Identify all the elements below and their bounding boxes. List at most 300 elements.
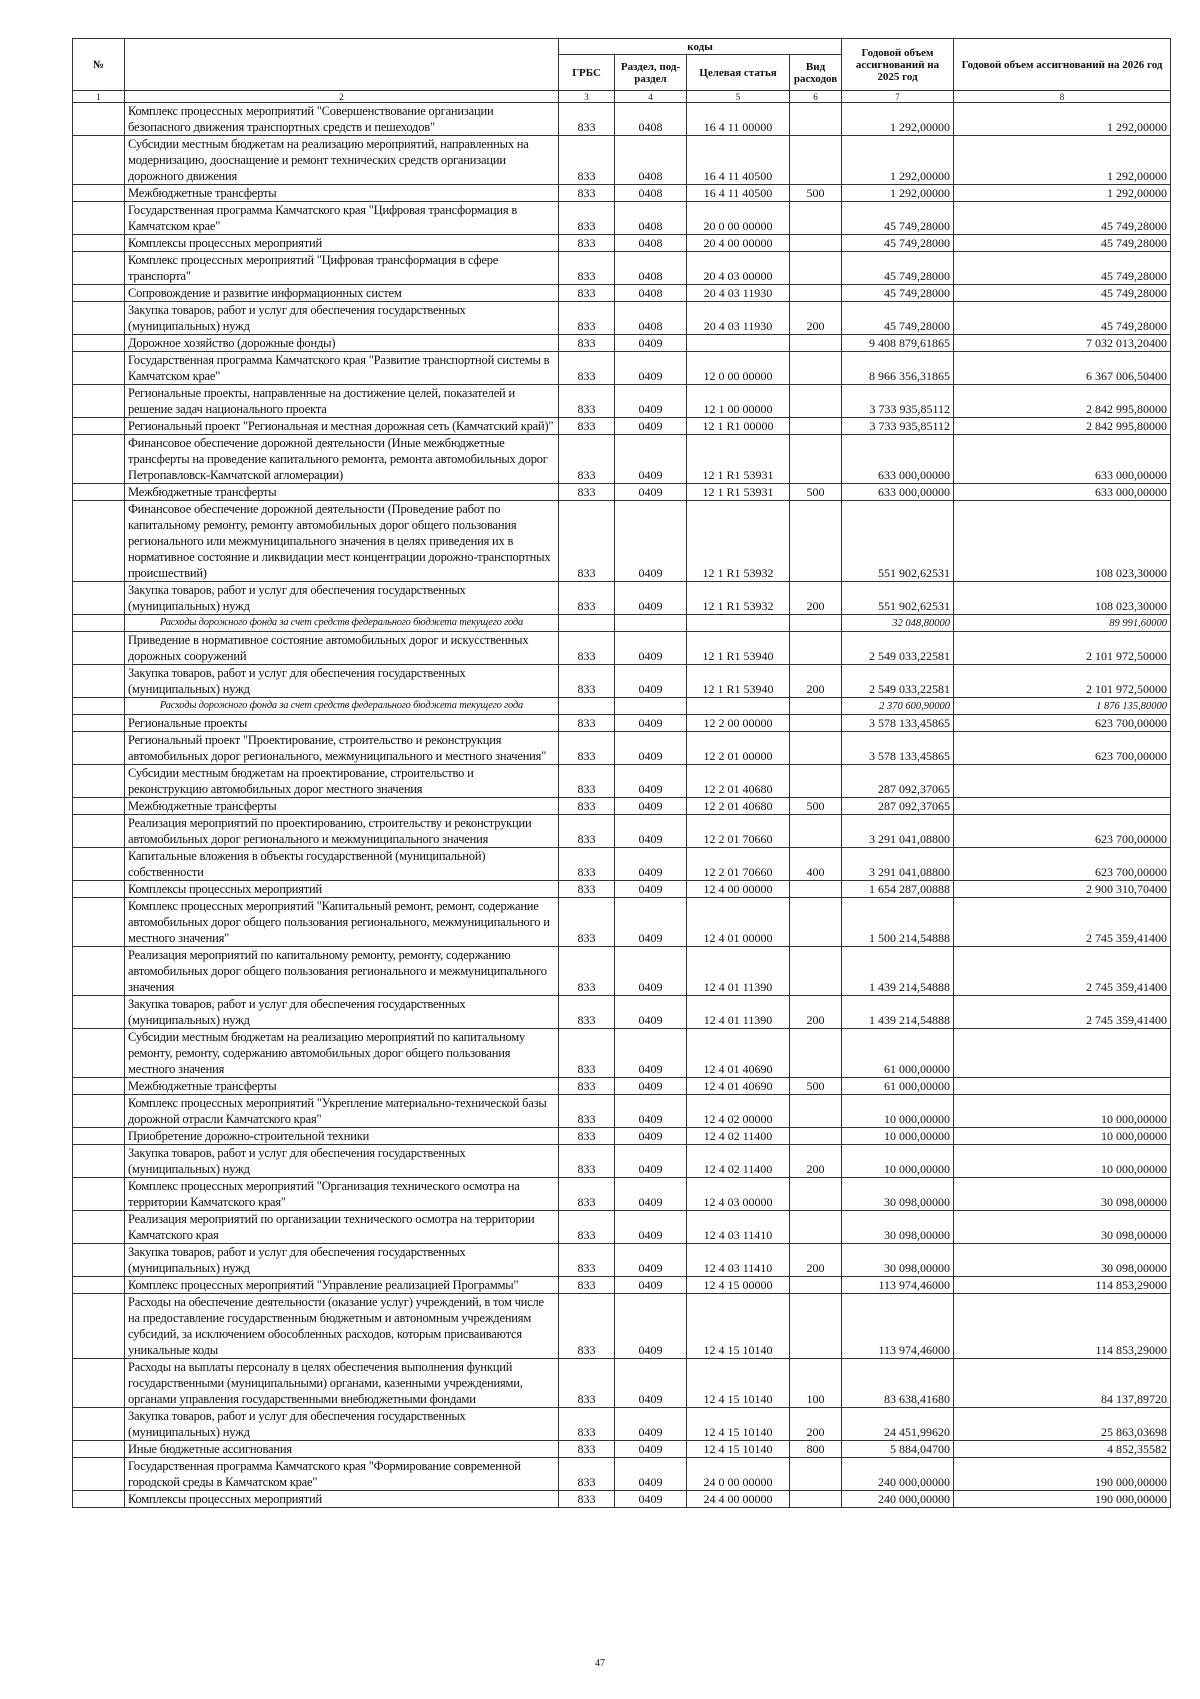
row-number-cell [73,1458,125,1491]
column-index: 5 [687,91,790,103]
row-amount-2025: 61 000,00000 [842,1078,954,1095]
column-index-row [73,91,1171,103]
row-number-cell [73,848,125,881]
row-number-cell [73,1491,125,1508]
table-row [73,484,1171,501]
row-name: Реализация мероприятий по проектированию, строительству и реконструкции автомобильных дорог регионального и межмуниципального значения [125,815,559,848]
row-number-cell [73,715,125,732]
row-grbs: 833 [559,1211,615,1244]
row-grbs: 833 [559,1441,615,1458]
row-amount-2026: 4 852,35582 [954,1441,1171,1458]
row-name: Закупка товаров, работ и услуг для обеспечения государственных (муниципальных) нужд [125,665,559,698]
row-amount-2026: 10 000,00000 [954,1145,1171,1178]
row-section: 0409 [615,385,687,418]
row-expense-type: 800 [790,1441,842,1458]
row-section: 0409 [615,947,687,996]
row-number-cell [73,484,125,501]
row-target-article: 12 2 01 70660 [687,848,790,881]
row-amount-2025: 2 549 033,22581 [842,665,954,698]
row-number-cell [73,1441,125,1458]
row-target-article: 12 4 01 00000 [687,898,790,947]
table-row [73,1145,1171,1178]
table-row [73,235,1171,252]
row-name: Расходы на обеспечение деятельности (оказание услуг) учреждений, в том числе на предоставление государственным бюджетным и автономным учреждениям субсидий, за исключением обособленных расходов, которым присваиваются уникальные коды [125,1294,559,1359]
row-target-article: 12 1 00 00000 [687,385,790,418]
row-amount-2025: 1 500 214,54888 [842,898,954,947]
row-number-cell [73,202,125,235]
row-expense-type [790,1491,842,1508]
row-target-article: 12 4 15 10140 [687,1441,790,1458]
row-target-article: 12 1 R1 53932 [687,501,790,582]
header-section: Раздел, под-раздел [615,55,687,91]
row-expense-type [790,435,842,484]
row-grbs: 833 [559,582,615,615]
row-grbs: 833 [559,385,615,418]
row-number-cell [73,1145,125,1178]
row-number-cell [73,1408,125,1441]
row-grbs: 833 [559,1095,615,1128]
row-section: 0409 [615,352,687,385]
row-expense-type: 200 [790,1244,842,1277]
row-expense-type: 200 [790,302,842,335]
row-amount-2025: 240 000,00000 [842,1458,954,1491]
row-amount-2026: 89 991,60000 [954,615,1171,632]
table-row [73,352,1171,385]
row-target-article: 12 1 R1 53931 [687,484,790,501]
row-expense-type [790,881,842,898]
table-row [73,848,1171,881]
row-section: 0409 [615,1128,687,1145]
row-amount-2025: 3 578 133,45865 [842,732,954,765]
table-row [73,1095,1171,1128]
row-amount-2026: 45 749,28000 [954,252,1171,285]
row-name: Финансовое обеспечение дорожной деятельности (Иные межбюджетные трансферты на проведение капитального ремонта, ремонта автомобильных дорог Петропавловск-Камчатской агломерации) [125,435,559,484]
row-amount-2026: 190 000,00000 [954,1491,1171,1508]
row-amount-2026: 1 292,00000 [954,103,1171,136]
row-amount-2025: 9 408 879,61865 [842,335,954,352]
row-amount-2026: 633 000,00000 [954,484,1171,501]
row-grbs: 833 [559,1128,615,1145]
table-row [73,1294,1171,1359]
row-number-cell [73,1244,125,1277]
row-expense-type: 500 [790,484,842,501]
row-grbs: 833 [559,235,615,252]
row-amount-2026: 84 137,89720 [954,1359,1171,1408]
row-amount-2025: 1 292,00000 [842,103,954,136]
row-target-article [687,615,790,632]
row-grbs: 833 [559,898,615,947]
row-section [615,615,687,632]
row-grbs: 833 [559,435,615,484]
table-row [73,435,1171,484]
row-name: Приведение в нормативное состояние автомобильных дорог и искусственных дорожных сооружений [125,632,559,665]
row-expense-type: 200 [790,996,842,1029]
table-row [73,1277,1171,1294]
table-row [73,732,1171,765]
row-amount-2026: 2 842 995,80000 [954,418,1171,435]
row-name: Закупка товаров, работ и услуг для обеспечения государственных (муниципальных) нужд [125,582,559,615]
row-target-article: 12 2 00 00000 [687,715,790,732]
row-amount-2025: 5 884,04700 [842,1441,954,1458]
table-row [73,1211,1171,1244]
row-grbs: 833 [559,202,615,235]
row-grbs: 833 [559,848,615,881]
row-section: 0409 [615,1078,687,1095]
row-name: Субсидии местным бюджетам на реализацию мероприятий по капитальному ремонту, ремонту, содержанию автомобильных дорог общего пользования местного значения [125,1029,559,1078]
row-grbs: 833 [559,632,615,665]
row-number-cell [73,1178,125,1211]
row-grbs: 833 [559,136,615,185]
budget-sheet [72,38,1170,1508]
row-amount-2025: 1 654 287,00888 [842,881,954,898]
row-amount-2025: 45 749,28000 [842,285,954,302]
table-row [73,898,1171,947]
row-amount-2025: 2 549 033,22581 [842,632,954,665]
table-row [73,285,1171,302]
row-section: 0409 [615,501,687,582]
row-number-cell [73,798,125,815]
row-amount-2026 [954,1078,1171,1095]
table-row [73,1178,1171,1211]
row-amount-2026: 30 098,00000 [954,1178,1171,1211]
row-name: Финансовое обеспечение дорожной деятельности (Проведение работ по капитальному ремонту, ремонту автомобильных дорог общего пользования регионального или межмуниципального значения в целях приведения их в нормативное состояние и ликвидации мест концентрации дорожно-транспортных происшествий) [125,501,559,582]
row-amount-2025: 32 048,80000 [842,615,954,632]
row-grbs: 833 [559,765,615,798]
row-section: 0409 [615,1244,687,1277]
row-amount-2026: 2 745 359,41400 [954,898,1171,947]
header-name-empty [125,39,559,91]
row-number-cell [73,1095,125,1128]
row-number-cell [73,665,125,698]
row-target-article: 12 1 R1 53940 [687,632,790,665]
row-amount-2025: 3 291 041,08800 [842,815,954,848]
row-section: 0408 [615,136,687,185]
row-section: 0409 [615,1095,687,1128]
row-amount-2026 [954,1029,1171,1078]
row-name: Закупка товаров, работ и услуг для обеспечения государственных (муниципальных) нужд [125,1145,559,1178]
row-expense-type: 500 [790,1078,842,1095]
row-name: Реализация мероприятий по капитальному ремонту, ремонту, содержанию автомобильных дорог общего пользования регионального и межмуниципального значения [125,947,559,996]
table-row [73,1029,1171,1078]
row-amount-2026: 623 700,00000 [954,715,1171,732]
row-target-article: 12 4 01 40690 [687,1078,790,1095]
row-expense-type: 500 [790,798,842,815]
row-amount-2026: 1 292,00000 [954,185,1171,202]
row-section: 0409 [615,335,687,352]
row-target-article: 12 4 03 11410 [687,1244,790,1277]
row-name: Государственная программа Камчатского края "Формирование современной городской среды в Камчатском крае" [125,1458,559,1491]
row-amount-2025: 1 439 214,54888 [842,996,954,1029]
row-amount-2026: 2 101 972,50000 [954,632,1171,665]
row-number-cell [73,881,125,898]
row-target-article: 16 4 11 00000 [687,103,790,136]
row-amount-2026: 10 000,00000 [954,1128,1171,1145]
row-amount-2026: 2 101 972,50000 [954,665,1171,698]
row-amount-2025: 10 000,00000 [842,1128,954,1145]
row-expense-type [790,1294,842,1359]
row-expense-type [790,732,842,765]
row-number-cell [73,1294,125,1359]
row-amount-2025: 61 000,00000 [842,1029,954,1078]
row-name: Межбюджетные трансферты [125,185,559,202]
row-number-cell [73,435,125,484]
row-expense-type [790,1095,842,1128]
column-index: 2 [125,91,559,103]
row-target-article: 12 4 01 11390 [687,947,790,996]
row-name: Расходы дорожного фонда за счет средств федерального бюджета текущего года [125,615,559,632]
row-expense-type [790,385,842,418]
row-section: 0409 [615,632,687,665]
row-grbs: 833 [559,732,615,765]
row-grbs: 833 [559,1178,615,1211]
row-expense-type [790,202,842,235]
row-name: Региональные проекты, направленные на достижение целей, показателей и решение задач национального проекта [125,385,559,418]
row-section: 0409 [615,1178,687,1211]
row-name: Комплекс процессных мероприятий "Укрепление материально-технической базы дорожной отрасли Камчатского края" [125,1095,559,1128]
row-grbs: 833 [559,815,615,848]
row-grbs [559,615,615,632]
row-amount-2025: 551 902,62531 [842,582,954,615]
header-grbs: ГРБС [559,55,615,91]
table-row [73,501,1171,582]
table-row [73,815,1171,848]
row-number-cell [73,418,125,435]
row-section: 0409 [615,848,687,881]
row-amount-2025: 3 578 133,45865 [842,715,954,732]
row-number-cell [73,335,125,352]
row-number-cell [73,698,125,715]
row-target-article [687,698,790,715]
row-expense-type [790,335,842,352]
row-number-cell [73,385,125,418]
row-amount-2026: 2 745 359,41400 [954,996,1171,1029]
row-number-cell [73,1078,125,1095]
row-expense-type [790,947,842,996]
row-amount-2026: 2 842 995,80000 [954,385,1171,418]
table-row [73,1128,1171,1145]
row-grbs: 833 [559,1458,615,1491]
row-name: Закупка товаров, работ и услуг для обеспечения государственных (муниципальных) нужд [125,1244,559,1277]
row-name: Закупка товаров, работ и услуг для обеспечения государственных (муниципальных) нужд [125,1408,559,1441]
row-grbs: 833 [559,996,615,1029]
row-name: Субсидии местным бюджетам на реализацию мероприятий, направленных на модернизацию, дооснащение и ремонт технических средств организации дорожного движения [125,136,559,185]
row-name: Межбюджетные трансферты [125,484,559,501]
row-name: Закупка товаров, работ и услуг для обеспечения государственных (муниципальных) нужд [125,302,559,335]
row-expense-type [790,1128,842,1145]
row-name: Закупка товаров, работ и услуг для обеспечения государственных (муниципальных) нужд [125,996,559,1029]
row-target-article: 12 4 15 10140 [687,1408,790,1441]
row-amount-2026: 30 098,00000 [954,1244,1171,1277]
row-amount-2025: 30 098,00000 [842,1178,954,1211]
row-target-article: 20 4 03 00000 [687,252,790,285]
row-expense-type: 200 [790,665,842,698]
row-expense-type [790,1277,842,1294]
row-grbs: 833 [559,881,615,898]
row-amount-2025: 10 000,00000 [842,1095,954,1128]
row-amount-2026: 114 853,29000 [954,1294,1171,1359]
row-section: 0409 [615,484,687,501]
column-index: 6 [790,91,842,103]
row-number-cell [73,898,125,947]
row-section: 0409 [615,1359,687,1408]
row-target-article: 12 4 00 00000 [687,881,790,898]
row-expense-type [790,815,842,848]
row-name: Приобретение дорожно-строительной техники [125,1128,559,1145]
row-target-article: 12 1 R1 00000 [687,418,790,435]
row-amount-2026: 45 749,28000 [954,202,1171,235]
row-section: 0409 [615,898,687,947]
row-section: 0409 [615,1277,687,1294]
row-expense-type [790,285,842,302]
table-row [73,103,1171,136]
table-row [73,1359,1171,1408]
row-section: 0409 [615,1491,687,1508]
row-number-cell [73,732,125,765]
row-section: 0408 [615,252,687,285]
row-number-cell [73,235,125,252]
row-expense-type [790,1458,842,1491]
row-amount-2026: 1 876 135,80000 [954,698,1171,715]
row-name: Межбюджетные трансферты [125,798,559,815]
row-expense-type: 500 [790,185,842,202]
row-expense-type [790,235,842,252]
row-grbs: 833 [559,665,615,698]
row-grbs: 833 [559,1078,615,1095]
row-expense-type: 200 [790,1408,842,1441]
row-expense-type [790,898,842,947]
row-grbs: 833 [559,947,615,996]
table-row [73,136,1171,185]
row-grbs: 833 [559,1244,615,1277]
row-expense-type [790,1211,842,1244]
table-row [73,1078,1171,1095]
row-expense-type [790,501,842,582]
row-expense-type [790,418,842,435]
row-amount-2025: 1 292,00000 [842,136,954,185]
row-name: Сопровождение и развитие информационных систем [125,285,559,302]
row-target-article: 12 2 01 00000 [687,732,790,765]
table-note-row [73,698,1171,715]
row-expense-type: 200 [790,582,842,615]
row-grbs: 833 [559,715,615,732]
row-amount-2026: 633 000,00000 [954,435,1171,484]
table-row [73,385,1171,418]
row-amount-2025: 10 000,00000 [842,1145,954,1178]
row-number-cell [73,185,125,202]
row-section: 0409 [615,1029,687,1078]
table-row [73,798,1171,815]
table-row [73,632,1171,665]
row-name: Региональные проекты [125,715,559,732]
table-row [73,202,1171,235]
row-amount-2026: 108 023,30000 [954,582,1171,615]
row-grbs: 833 [559,352,615,385]
row-section: 0409 [615,1441,687,1458]
row-grbs [559,698,615,715]
row-target-article: 24 0 00 00000 [687,1458,790,1491]
row-section: 0408 [615,103,687,136]
row-section: 0409 [615,418,687,435]
row-number-cell [73,252,125,285]
table-row [73,665,1171,698]
row-name: Расходы дорожного фонда за счет средств федерального бюджета текущего года [125,698,559,715]
row-expense-type: 200 [790,1145,842,1178]
row-target-article: 12 0 00 00000 [687,352,790,385]
row-amount-2025: 113 974,46000 [842,1277,954,1294]
table-row [73,302,1171,335]
row-section: 0409 [615,815,687,848]
row-amount-2025: 24 451,99620 [842,1408,954,1441]
row-amount-2025: 2 370 600,90000 [842,698,954,715]
row-number-cell [73,815,125,848]
row-number-cell [73,632,125,665]
row-section: 0408 [615,185,687,202]
row-section: 0409 [615,665,687,698]
row-target-article: 12 1 R1 53932 [687,582,790,615]
row-expense-type [790,765,842,798]
row-amount-2025: 45 749,28000 [842,235,954,252]
row-amount-2026: 2 745 359,41400 [954,947,1171,996]
row-name: Иные бюджетные ассигнования [125,1441,559,1458]
row-name: Капитальные вложения в объекты государственной (муниципальной) собственности [125,848,559,881]
row-grbs: 833 [559,798,615,815]
table-row [73,418,1171,435]
row-section: 0408 [615,302,687,335]
row-section: 0409 [615,1211,687,1244]
table-row [73,252,1171,285]
row-name: Региональный проект "Проектирование, строительство и реконструкция автомобильных дорог регионального, межмуниципального и местного значения" [125,732,559,765]
header-expense-type: Вид расходов [790,55,842,91]
row-amount-2025: 30 098,00000 [842,1244,954,1277]
row-target-article: 12 1 R1 53931 [687,435,790,484]
row-section: 0409 [615,1408,687,1441]
row-target-article: 12 1 R1 53940 [687,665,790,698]
row-name: Комплексы процессных мероприятий [125,235,559,252]
table-row [73,582,1171,615]
row-number-cell [73,615,125,632]
table-row [73,1458,1171,1491]
page-number: 47 [595,1658,605,1669]
row-name: Реализация мероприятий по организации технического осмотра на территории Камчатского края [125,1211,559,1244]
row-expense-type [790,136,842,185]
row-target-article: 20 4 00 00000 [687,235,790,252]
row-expense-type [790,632,842,665]
row-expense-type [790,1178,842,1211]
row-amount-2025: 45 749,28000 [842,202,954,235]
budget-table [72,38,1171,1508]
row-section: 0409 [615,996,687,1029]
row-expense-type [790,252,842,285]
row-target-article: 16 4 11 40500 [687,136,790,185]
row-number-cell [73,136,125,185]
row-target-article: 12 4 02 00000 [687,1095,790,1128]
row-name: Субсидии местным бюджетам на проектирование, строительство и реконструкцию автомобильных дорог местного значения [125,765,559,798]
row-target-article: 12 4 02 11400 [687,1128,790,1145]
column-index: 4 [615,91,687,103]
row-grbs: 833 [559,501,615,582]
row-name: Дорожное хозяйство (дорожные фонды) [125,335,559,352]
row-section: 0408 [615,202,687,235]
table-row [73,765,1171,798]
table-row [73,335,1171,352]
row-amount-2026: 30 098,00000 [954,1211,1171,1244]
row-number-cell [73,1211,125,1244]
header-volume-2026: Годовой объем ассигнований на 2026 год [954,39,1171,91]
row-amount-2026: 45 749,28000 [954,235,1171,252]
row-target-article: 12 2 01 40680 [687,798,790,815]
row-amount-2025: 633 000,00000 [842,435,954,484]
row-grbs: 833 [559,185,615,202]
